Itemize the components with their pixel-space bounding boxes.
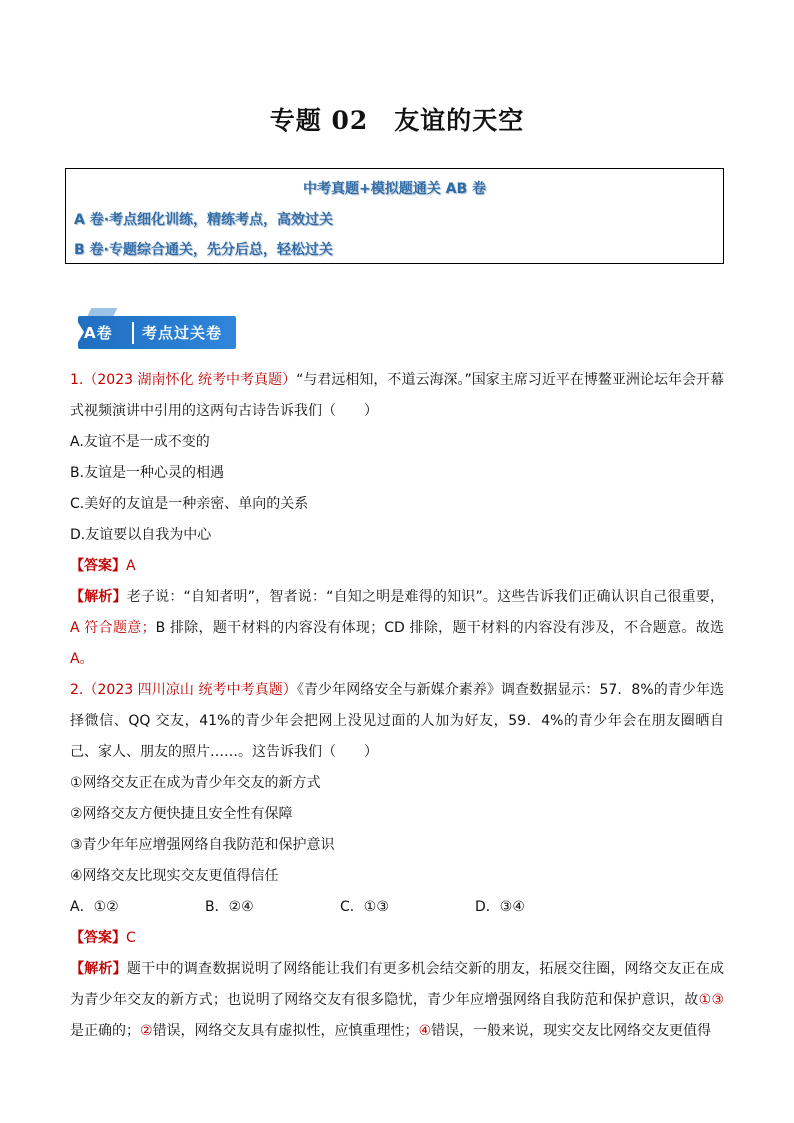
question-1-analysis-main: 老子说：“自知者明”，智者说：“自知之明是难得的知识”。这些告诉我们正确认识自己很重要， [126,589,724,605]
question-1-option-c: C.美好的友谊是一种亲密、单向的关系 [70,496,309,512]
question-1-answer-label: 【答案】 [70,558,126,574]
question-1-analysis-label: 【解析】 [70,589,127,605]
question-2-analysis-main: 题干中的调查数据说明了网络能让我们有更多机会结交新的朋友，拓展交往圈，网络交友正在成为青少年交友的新方式；也说明了网络交友有很多隐忧，青少年应增强网络自我防范和保护意识，故 [70,961,724,1008]
question-2-analysis [70,954,724,1047]
section-banner [72,308,240,352]
question-2-answer-value: C [126,930,136,946]
question-2-statement-4: ④网络交友比现实交友更值得信任 [70,868,279,884]
question-2-option-a: A．①② [70,899,119,915]
question-2-option-d: D．③④ [475,899,525,915]
question-2-number: 2. [70,682,84,698]
question-2-analysis-red2: ② [140,1023,153,1039]
question-1-text: “与君远相知，不道云海深。”国家主席习近平在博鳌亚洲论坛年会开幕式视频演讲中引用的这两句古诗告诉我们（ ） [70,372,724,419]
question-1-option-b: B.友谊是一种心灵的相遇 [70,465,225,481]
question-1-analysis-red1: A 符合题意； [70,620,156,636]
question-1-analysis [70,582,724,675]
question-2-answer-label: 【答案】 [70,930,126,946]
question-2-option-c: C．①③ [340,899,389,915]
question-1-stem [70,365,724,427]
question-2-analysis-mid: 是正确的； [70,1023,140,1039]
intro-box [65,168,724,264]
question-1-analysis-red2: A。 [70,651,94,667]
question-2-analysis-label: 【解析】 [70,961,127,977]
question-2-analysis-tail: 错误，一般来说，现实交友比网络交友更值得 [431,1023,712,1039]
question-2-options [70,892,724,923]
question-2-statement-1: ①网络交友正在成为青少年交友的新方式 [70,775,321,791]
question-2-analysis-red1: ①③ [698,992,724,1008]
banner-tag: A卷 [84,324,113,342]
banner-divider [132,322,134,344]
question-2-statement-2: ②网络交友方便快捷且安全性有保障 [70,806,293,822]
question-1-answer-value: A [126,558,136,574]
intro-line-a: A 卷·考点细化训练，精练考点，高效过关 [74,212,334,228]
question-2-text: 《青少年网络安全与新媒介素养》调查数据显示：57．8%的青少年选择微信、QQ 交友，41%的青少年会把网上没见过面的人加为好友，59．4%的青少年会在朋友圈晒自己、家人、朋友的照片……。这告诉我们（ ） [70,682,724,760]
intro-line-b: B 卷·专题综合通关，先分后总，轻松过关 [74,242,333,258]
question-2-stem [70,675,724,768]
question-1-number: 1. [70,372,84,388]
question-1-option-a: A.友谊不是一成不变的 [70,434,210,450]
question-1-answer [70,551,724,582]
question-2-analysis-red3: ④ [418,1023,432,1039]
question-content [70,365,724,1047]
intro-heading: 中考真题+模拟题通关 AB 卷 [303,181,486,197]
banner-notch-decoration [74,316,84,349]
question-2-source: （2023 四川凉山 统考中考真题） [83,682,297,698]
question-2-option-b: B．②④ [205,899,254,915]
banner-label: 考点过关卷 [142,324,223,342]
question-2-analysis-mid2: 错误，网络交友具有虚拟性，应慎重理性； [152,1023,419,1039]
question-2-answer [70,923,724,954]
question-1-option-d: D.友谊要以自我为中心 [70,527,212,543]
question-1-source: （2023 湖南怀化 统考中考真题） [83,372,297,388]
question-2-statement-3: ③青少年年应增强网络自我防范和保护意识 [70,837,335,853]
question-1-analysis-mid: B 排除，题干材料的内容没有体现；CD 排除，题干材料的内容没有涉及，不合题意。故选 [155,620,725,636]
page-title: 专题 02 友谊的天空 [269,106,525,135]
